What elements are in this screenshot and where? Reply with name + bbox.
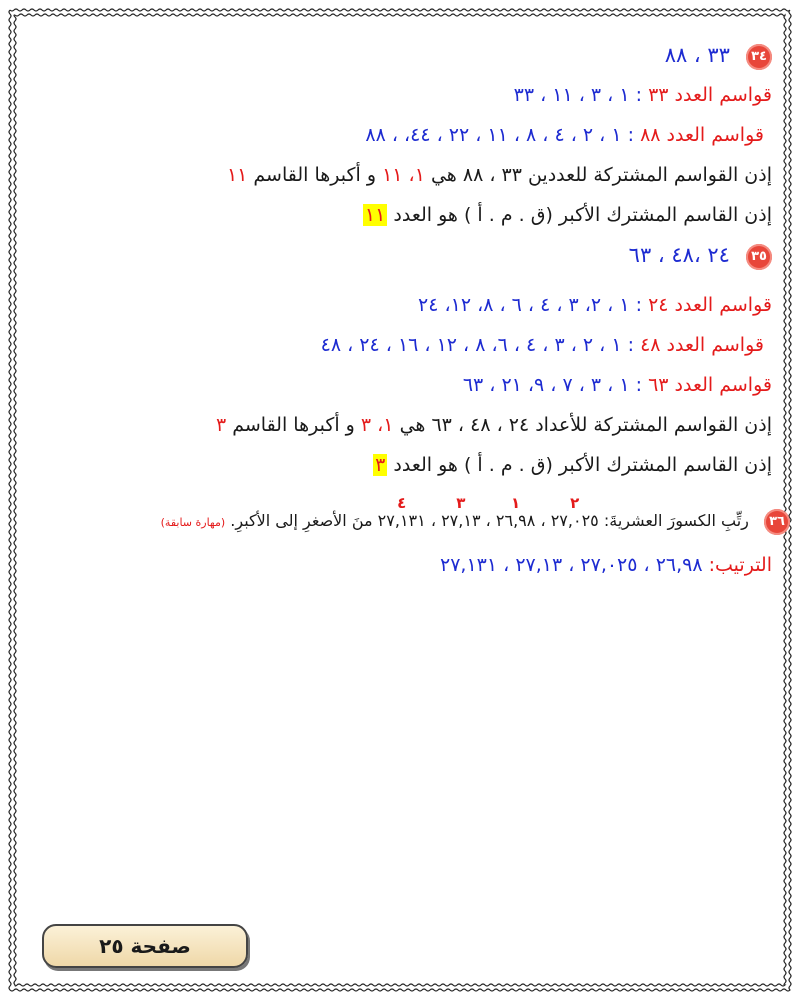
ex35-gcf: إذن القاسم المشترك الأكبر (ق . م . أ ) هو العدد ٣ bbox=[375, 454, 772, 476]
decimal-27-131: ٢٧,١٣١ ٤ bbox=[378, 504, 426, 538]
skill-tag: (مهارة سابقة) bbox=[160, 516, 226, 529]
exercise-badge-34: ٣٤ bbox=[746, 44, 772, 70]
ex35-common-factors: إذن القواسم المشتركة للأعداد ٢٤ ، ٤٨ ، ٦٣ هي ١، ٣ و أكبرها القاسم ٣ bbox=[215, 414, 772, 436]
order-mark: ١ bbox=[511, 494, 521, 512]
exercise-35-title bbox=[40, 240, 772, 290]
order-mark: ٤ bbox=[397, 494, 407, 512]
ex34-factors-88: قواسم العدد ٨٨ : ١ ، ٢ ، ٤ ، ٨ ، ١١ ، ٢٢ ، ٤٤، ، ٨٨ bbox=[365, 124, 764, 146]
ex35-factors-48: قواسم العدد ٤٨ : ١ ، ٢ ، ٣ ، ٤ ، ٦، ٨ ، ١٢ ، ١٦ ، ٢٤ ، ٤٨ bbox=[320, 334, 764, 356]
decimal-26-98: ٢٦,٩٨ ١ bbox=[496, 504, 535, 538]
order-mark: ٢ bbox=[570, 494, 580, 512]
ex34-answer-highlight: ١١ bbox=[364, 204, 386, 226]
ex35-factors-63: قواسم العدد ٦٣ : ١ ، ٣ ، ٧ ، ٩، ٢١ ، ٦٣ bbox=[462, 374, 772, 396]
exercise-35-numbers: ٢٤ ،٤٨ ، ٦٣ bbox=[628, 243, 730, 267]
ex34-common-factors: إذن القواسم المشتركة للعددين ٣٣ ، ٨٨ هي ١، ١١ و أكبرها القاسم ١١ bbox=[226, 164, 772, 186]
exercise-badge-35: ٣٥ bbox=[746, 244, 772, 270]
exercise-36-question: ٣٦ رتِّبِ الكسورَ العشريةَ: ٢٧,٠٢٥ ٢ ، ٢٦,٩٨ ١ ، ٢٧,١٣ ٣ ، ٢٧,١٣١ ٤ منَ الأصغرِ إلى الأكبرِ. (مهارة سابقة) bbox=[40, 504, 790, 550]
exercise-badge-36: ٣٦ bbox=[764, 509, 790, 535]
exercise-34-numbers: ٣٣ ، ٨٨ bbox=[664, 43, 730, 67]
ex35-factors-24: قواسم العدد ٢٤ : ١ ، ٢، ٣ ، ٤ ، ٦ ، ٨، ١٢، ٢٤ bbox=[418, 294, 772, 316]
ex34-gcf: إذن القاسم المشترك الأكبر (ق . م . أ ) هو العدد ١١ bbox=[364, 204, 772, 226]
ex34-factors-33: قواسم العدد ٣٣ : ١ ، ٣ ، ١١ ، ٣٣ bbox=[513, 84, 772, 106]
worksheet-content bbox=[40, 40, 785, 590]
page-number-label: صفحة ٢٥ bbox=[42, 924, 248, 968]
ex36-answer: الترتيب: ٢٦,٩٨ ، ٢٧,٠٢٥ ، ٢٧,١٣ ، ٢٧,١٣١ bbox=[440, 554, 772, 576]
order-mark: ٣ bbox=[456, 494, 466, 512]
decimal-27-025: ٢٧,٠٢٥ ٢ bbox=[551, 504, 599, 538]
exercise-34-title bbox=[40, 40, 772, 80]
ex35-answer-highlight: ٣ bbox=[375, 454, 386, 476]
decimal-27-13: ٢٧,١٣ ٣ bbox=[441, 504, 480, 538]
